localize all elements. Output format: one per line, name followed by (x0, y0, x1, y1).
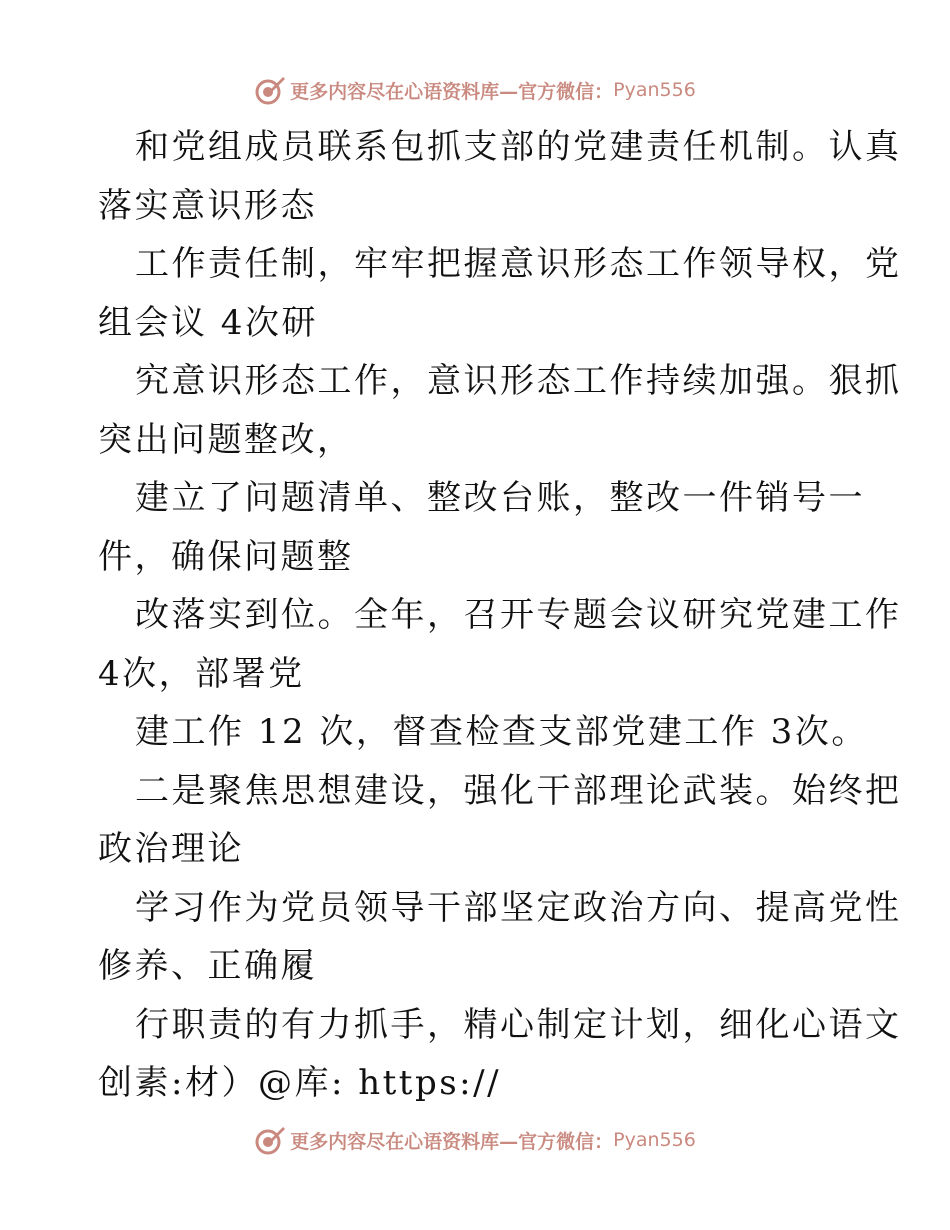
text-line: 二是聚焦思想建设，强化干部理论武装。始终把 (135, 770, 902, 811)
text-line: 创素:材）@库: https:// (98, 1063, 502, 1103)
quill-seal-icon (254, 1124, 286, 1156)
text-line: 组会议 4次研 (98, 302, 318, 343)
text-line: 落实意识形态 (98, 185, 317, 226)
text-line: 4次，部署党 (98, 653, 305, 694)
text-line: 建立了问题清单、整改台账，整改一件销号一 (135, 478, 865, 518)
text-line: 件，确保问题整 (98, 536, 354, 577)
text-line: 究意识形态工作，意识形态工作持续加强。狠抓 (135, 361, 902, 401)
text-line: 行职责的有力抓手，精心制定计划，细化心语文 (135, 1004, 902, 1045)
banner-contact: Pyan556 (613, 79, 696, 101)
header-banner (0, 70, 950, 110)
text-line: 和党组成员联系包抓支部的党建责任机制。认真 (135, 127, 902, 167)
quill-seal-icon (254, 74, 286, 106)
text-line: 建工作 12 次，督查检查支部党建工作 3次。 (135, 712, 868, 752)
text-line: 学习作为党员领导干部坚定政治方向、提高党性 (135, 887, 902, 928)
document-body (98, 118, 902, 1113)
text-line: 修养、正确履 (98, 946, 317, 986)
text-line: 工作责任制，牢牢把握意识形态工作领导权，党 (135, 244, 902, 284)
text-line: 改落实到位。全年，召开专题会议研究党建工作 (135, 595, 902, 635)
text-line: 突出问题整改， (98, 419, 354, 460)
banner-contact: Pyan556 (613, 1129, 696, 1151)
footer-banner (0, 1120, 950, 1160)
banner-text: 更多内容尽在心语资料库—官方微信： (290, 1130, 614, 1153)
text-line: 政治理论 (98, 829, 244, 869)
banner-text: 更多内容尽在心语资料库—官方微信： (290, 80, 614, 103)
